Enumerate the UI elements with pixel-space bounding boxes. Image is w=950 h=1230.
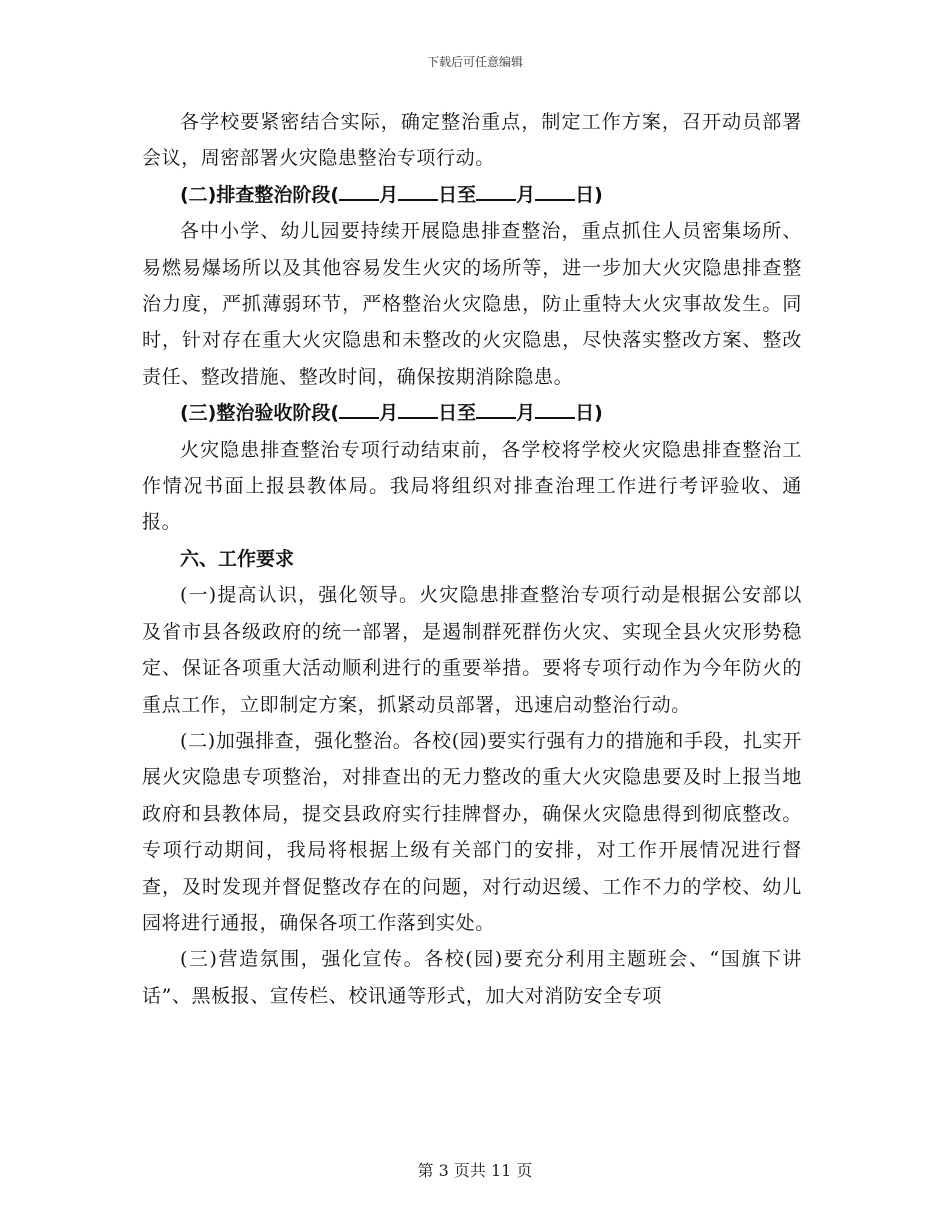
paragraph-mobilization: 各学校要紧密结合实际，确定整治重点，制定工作方案，召开动员部署会议，周密部署火灾隐患整治专项行动。 [142,111,802,170]
blank-line [476,183,516,201]
page-footer: 第 3 页共 11 页 [417,1161,533,1180]
blank-line [535,183,575,201]
blank-line [476,401,516,419]
paragraph-acceptance: 火灾隐患排查整治专项行动结束前，各学校将学校火灾隐患排查整治工作情况书面上报县教体局。我局将组织对排查治理工作进行考评验收、通报。 [142,438,802,534]
paragraph-inspection: 各中小学、幼儿园要持续开展隐患排查整治，重点抓住人员密集场所、易燃易爆场所以及其他容易发生火灾的场所等，进一步加大火灾隐患排查整治力度，严抓薄弱环节，严格整治火灾隐患，防止重特大火灾事故发生。同时，针对存在重大火灾隐患和未整改的火灾隐患，尽快落实整改方案、整改责任、整改措施、整改时间，确保按期消除隐患。 [142,220,802,388]
heading-stage-3-prefix: (三)整治验收阶段( [180,402,340,425]
blank-line [339,401,379,419]
heading-stage-3 [142,395,802,431]
blank-line [535,401,575,419]
blank-line [339,183,379,201]
heading-month-label: 月 [379,183,399,206]
blank-line [398,401,438,419]
blank-line [398,183,438,201]
heading-day-label: 日至 [438,183,477,206]
paragraph-requirement-1: (一)提高认识，强化领导。火灾隐患排查整治专项行动是根据公安部以及省市县各级政府的统一部署，是遏制群死群伤火灾、实现全县火灾形势稳定、保证各项重大活动顺利进行的重要举措。要将专项行动作为今年防火的重点工作，立即制定方案，抓紧动员部署，迅速启动整治行动。 [142,584,802,716]
heading-month-label: 月 [516,402,536,425]
heading-day-label: 日至 [438,402,477,425]
heading-month-label: 月 [516,183,536,206]
heading-section-6: 六、工作要求 [180,547,295,570]
paragraph-requirement-2: (二)加强排查，强化整治。各校(园)要实行强有力的措施和手段，扎实开展火灾隐患专项整治，对排查出的无力整改的重大火灾隐患要及时上报当地政府和县教体局，提交县政府实行挂牌督办，确保火灾隐患得到彻底整改。专项行动期间，我局将根据上级有关部门的安排，对工作开展情况进行督查，及时发现并督促整改存在的问题，对行动迟缓、工作不力的学校、幼儿园将进行通报，确保各项工作落到实处。 [142,729,802,934]
heading-day-label: 日) [575,402,603,425]
document-body [142,104,802,1014]
heading-month-label: 月 [379,402,399,425]
heading-stage-2-prefix: (二)排查整治阶段( [180,183,340,206]
paragraph-requirement-3: (三)营造氛围，强化宣传。各校(园)要充分利用主题班会、“国旗下讲话”、黑板报、宣传栏、校讯通等形式，加大对消防安全专项 [142,948,802,1007]
page-header: 下载后可任意编辑 [426,55,523,69]
heading-stage-2 [142,177,802,213]
heading-day-label: 日) [575,183,603,206]
